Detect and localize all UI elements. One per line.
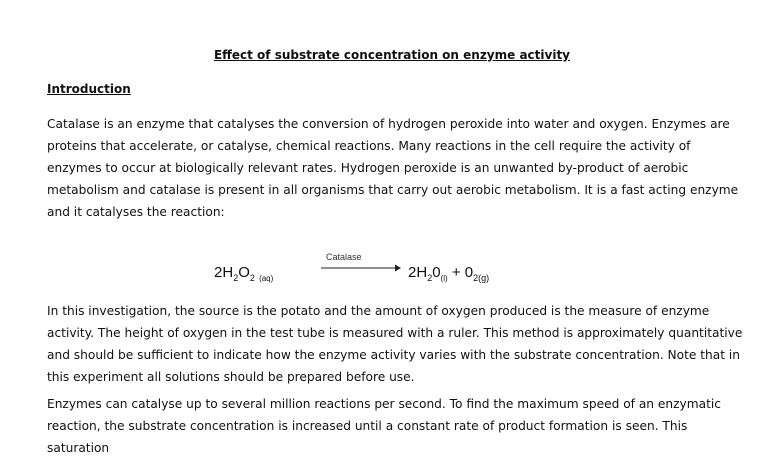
reaction-arrow-icon — [321, 263, 401, 273]
reaction-equation — [214, 252, 574, 292]
intro-paragraph: Catalase is an enzyme that catalyses the conversion of hydrogen peroxide into water and oxygen. Enzymes are proteins that accelerate, or catalyse, chemical reactions. Many reactions in the cell require the activity of enzymes to occur at biologically relevant rates. Hydrogen peroxide is an unwanted by-product of aerobic metabolism and catalase is present in all organisms that carry out aerobic metabolism. It is a fast acting enzyme and it catalyses the reaction: — [47, 117, 739, 219]
products: $2H_20_{(l)} + 0_{2(g)}$ — [408, 264, 490, 283]
method-paragraph: In this investigation, the source is the potato and the amount of oxygen produced is the measure of enzyme activity. The height of oxygen in the test tube is measured with a ruler. This method is approximately quantitative and should be sufficient to indicate how the enzyme activity varies with the substrate concentration. Note that in this experiment all solutions should be prepared before use. — [47, 304, 743, 384]
catalyst-label: Catalase — [326, 252, 362, 262]
document-title: Effect of substrate concentration on enzyme activity — [213, 48, 571, 62]
section-heading: Introduction — [47, 82, 131, 96]
reactant: $2H_2O_2$ $_{(aq)}$ — [214, 264, 274, 283]
rate-paragraph: Enzymes can catalyse up to several million reactions per second. To find the maximum speed of an enzymatic reaction, the substrate concentration is increased until a constant rate of product formation is seen. This saturation — [47, 397, 721, 455]
